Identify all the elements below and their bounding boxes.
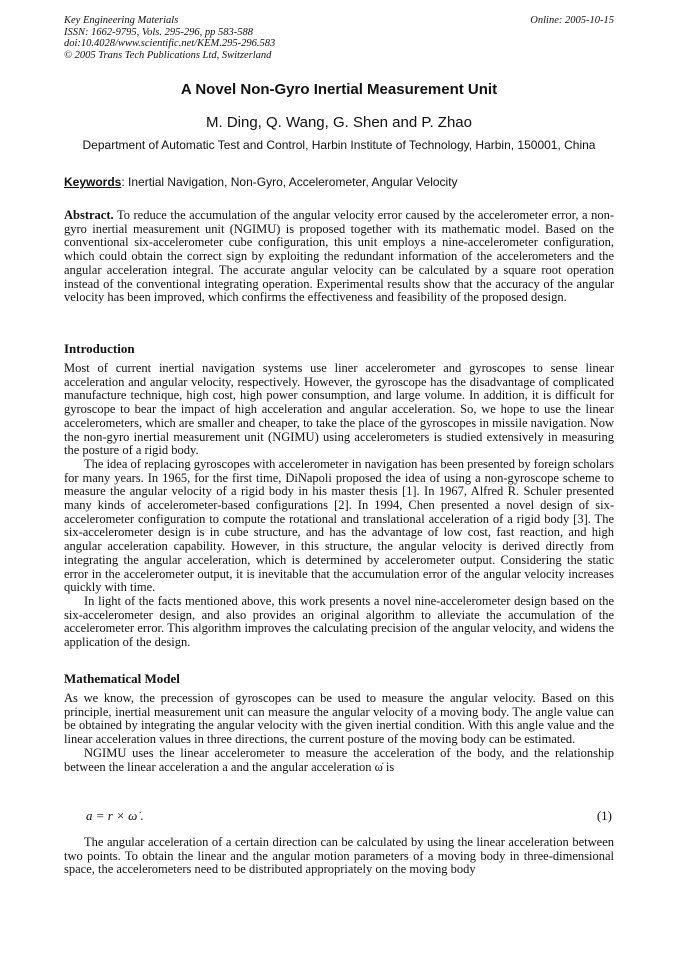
model-body xyxy=(64,692,614,774)
journal-header xyxy=(64,15,275,61)
abstract xyxy=(64,209,614,305)
model-paragraph-3: The angular acceleration of a certain direction can be calculated by using the linear acceleration between two points. To obtain the linear and the angular motion parameters of a moving body in three-dimensional space, the accelerometers need to be distributed appropriately on the moving body xyxy=(64,835,614,877)
introduction-paragraph-3: In light of the facts mentioned above, this work presents a novel nine-accelerometer design based on the six-accelerometer design, and also provides an original algorithm to alleviate the accumulation of the accelerometer error. This algorithm improves the calculating precision of the angular velocity, and widens the application of the design. xyxy=(64,593,614,650)
model-paragraph-1: As we know, the precession of gyroscopes can be used to measure the angular velocity. Based on this principle, inertial measurement unit can measure the angular velocity of a moving body. The angle value can be obtained by integrating the angular velocity with the given inertial condition. With this angle value and the linear acceleration values in three directions, the current posture of the moving body can be estimated. xyxy=(64,691,614,747)
equation-number: (1) xyxy=(596,808,612,823)
introduction-body xyxy=(64,362,614,650)
doi-line: doi:10.4028/www.scientific.net/KEM.295-296.583 xyxy=(64,38,276,49)
online-date: Online: 2005-10-15 xyxy=(530,15,614,26)
copyright-line: © 2005 Trans Tech Publications Ltd, Switzerland xyxy=(64,49,272,61)
model-heading: Mathematical Model xyxy=(64,671,180,686)
introduction-paragraph-2: The idea of replacing gyroscopes with accelerometer in navigation has been presented by foreign scholars for many years. In 1965, for the first time, DiNapoli proposed the idea of using a non-gyroscope scheme to measure the angular velocity of a rigid body in his master thesis [1]. In 1967, Alfred R. Schuler presented many kinds of accelerometer-based configurations [2]. In 1994, Chen presented a novel design of six-accelerometer configuration to compute the rotational and translational acceleration of a rigid body [3]. The six-accelerometer design is in cube structure, and has the advantage of low cost, fast reaction, and high angular acceleration capability. However, in this structure, the angular velocity is derived directly from integrating the angular acceleration, which is determined by accelerometer output. Considering the static error in the accelerometer output, it is inevitable that the accumulation error of the angular velocity increases quickly with time. xyxy=(64,456,614,595)
abstract-label: Abstract. xyxy=(64,208,114,222)
paper-title: A Novel Non-Gyro Inertial Measurement Unit xyxy=(180,81,498,98)
introduction-paragraph-1: Most of current inertial navigation systems use liner accelerometer and gyroscopes to sense linear acceleration and angular velocity, respectively. However, the gyroscope has the disadvantage of complicated manufacture technique, high cost, high power consumption, and large volume. In addition, it is difficult for gyroscope to bear the impact of high acceleration and angular acceleration. So, we hope to use the linear accelerometers, which are smaller and cheaper, to take the place of the gyroscopes in missile navigation. Now the non-gyro inertial measurement unit (NGIMU) using accelerometers is studied extensively in measuring the posture of a rigid body. xyxy=(64,361,614,458)
introduction-heading: Introduction xyxy=(64,341,135,356)
equation-1: a = r × ω̇ . xyxy=(86,808,144,823)
keywords-line: Keywords: Inertial Navigation, Non-Gyro, Accelerometer, Angular Velocity xyxy=(64,175,458,189)
model-paragraph-2: NGIMU uses the linear accelerometer to measure the acceleration of the body, and the relationship between the linear acceleration a and the angular acceleration ω̇ is xyxy=(64,745,614,774)
keywords-label: Keywords xyxy=(64,175,122,189)
abstract-text: To reduce the accumulation of the angular velocity error caused by the accelerometer error, a non-gyro inertial measurement unit (NGIMU) is proposed together with its mathematic model. Based on the conventional six-accelerometer cube configuration, this unit employs a nine-accelerometer configuration, which could obtain the correct sign by exploiting the redundant information of the accelerometers and the angular acceleration integral. The accurate angular velocity can be calculated by a square root operation instead of the conventional integrating operation. Experimental results show that the accuracy of the angular velocity has been improved, which confirms the effectiveness and feasibility of the proposed design. xyxy=(64,208,614,305)
model-body-continued xyxy=(64,836,614,877)
issn-line: ISSN: 1662-9795, Vols. 295-296, pp 583-588 xyxy=(64,26,253,38)
affiliation: Department of Automatic Test and Control, Harbin Institute of Technology, Harbin, 150001, China xyxy=(82,138,596,152)
author-list: M. Ding, Q. Wang, G. Shen and P. Zhao xyxy=(206,114,472,131)
keywords-text: Inertial Navigation, Non-Gyro, Accelerometer, Angular Velocity xyxy=(124,175,458,189)
journal-name: Key Engineering Materials xyxy=(64,15,179,26)
